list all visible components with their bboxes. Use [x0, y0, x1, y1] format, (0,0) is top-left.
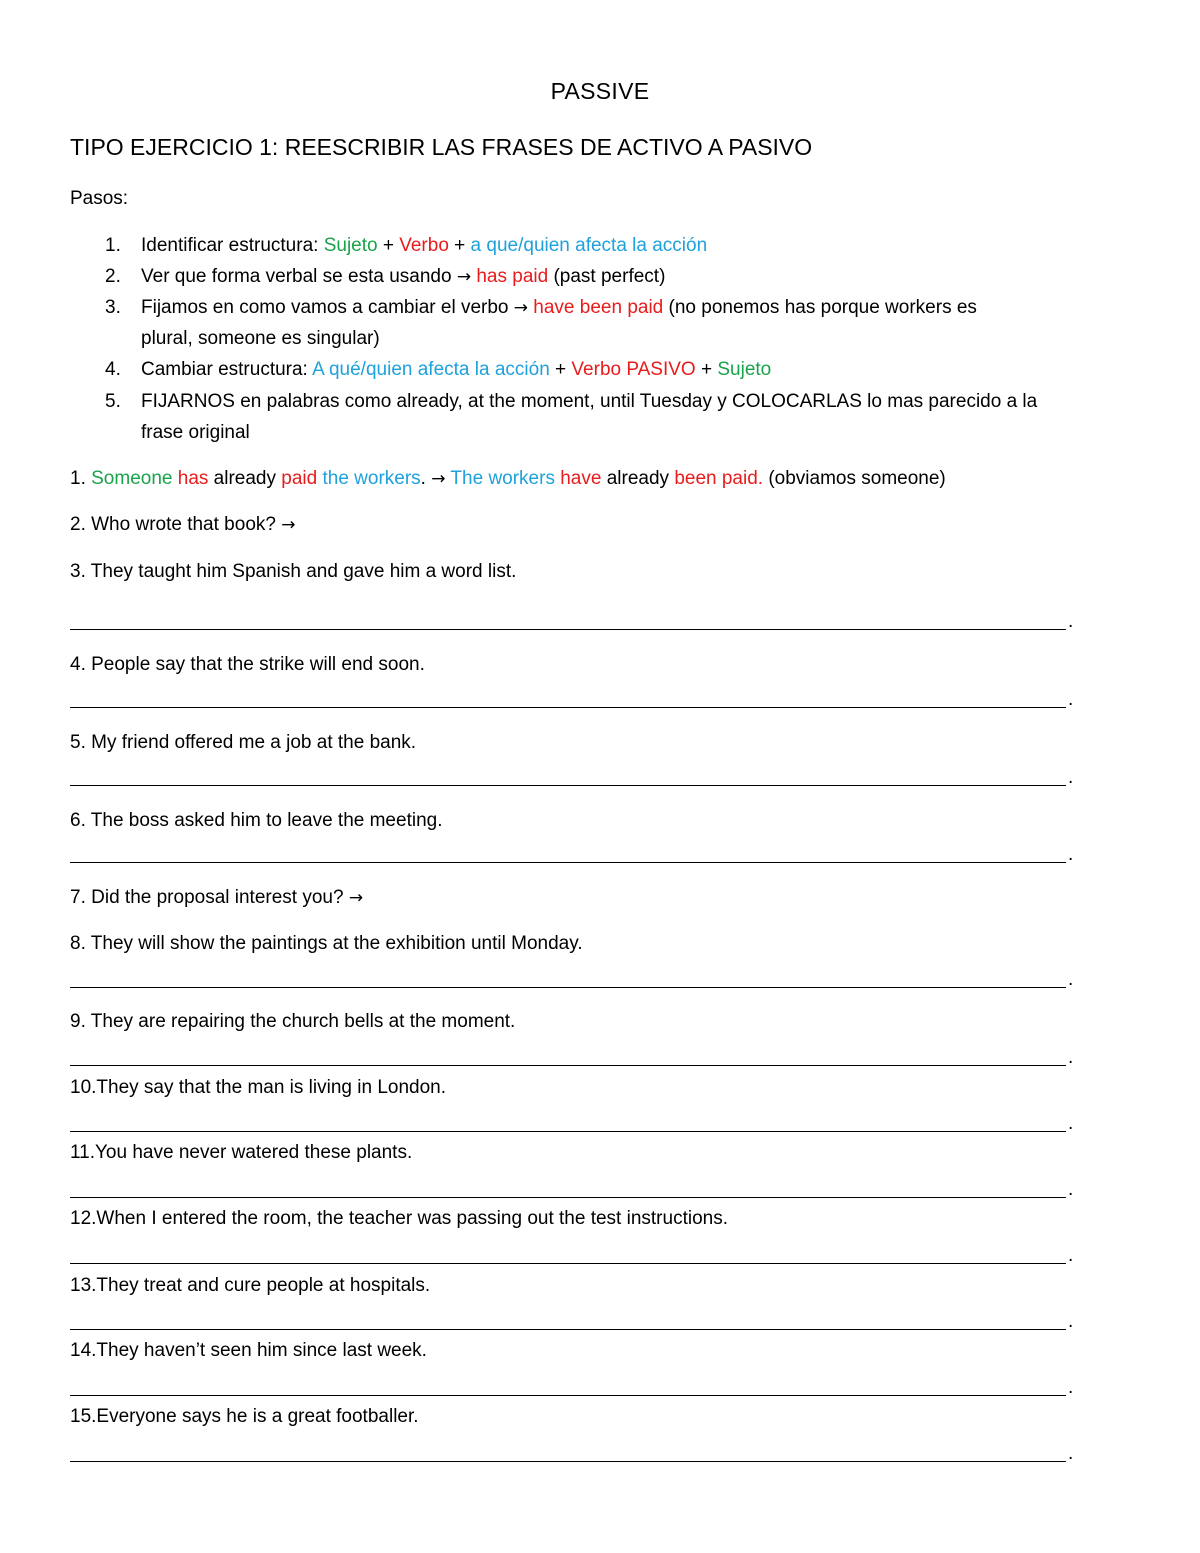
answer-line[interactable]	[70, 862, 1066, 863]
answer-period: .	[1068, 1377, 1074, 1398]
verb-label: Verbo	[399, 235, 449, 256]
exercise-item: 11.You have never watered these plants.	[70, 1142, 413, 1163]
answer-line[interactable]	[70, 1065, 1066, 1066]
answer-period: .	[1068, 767, 1074, 788]
answer-line[interactable]	[70, 1131, 1066, 1132]
answer-period: .	[1068, 1047, 1074, 1068]
exercise-item: 14.They haven’t seen him since last week.	[70, 1340, 427, 1361]
answer-period: .	[1068, 1245, 1074, 1266]
plus-sign: +	[549, 359, 572, 380]
example-text: (obviamos someone)	[763, 468, 946, 489]
exercise-item: 3. They taught him Spanish and gave him a word list.	[70, 561, 517, 582]
object-label: A qué/quien afecta la acción	[312, 359, 550, 380]
step-text: Fijamos en como vamos a cambiar el verbo	[141, 297, 514, 318]
step-text: Identificar estructura:	[141, 235, 324, 256]
step-3-continued: plural, someone es singular)	[141, 328, 380, 349]
answer-period: .	[1068, 1443, 1074, 1464]
exercise-item: 12.When I entered the room, the teacher was passing out the test instructions.	[70, 1208, 728, 1229]
answer-period: .	[1068, 689, 1074, 710]
answer-period: .	[1068, 1311, 1074, 1332]
right-arrow-icon: →	[513, 298, 529, 318]
exercise-item: 6. The boss asked him to leave the meeting.	[70, 810, 443, 831]
example-text: already	[601, 468, 675, 489]
object-label: a que/quien afecta la acción	[470, 235, 708, 256]
step-3	[141, 297, 977, 319]
plus-sign: +	[377, 235, 400, 256]
example-number: 1.	[70, 468, 92, 489]
step-number: 3.	[105, 297, 121, 318]
exercise-item: 8. They will show the paintings at the exhibition until Monday.	[70, 933, 583, 954]
step-4	[141, 359, 771, 381]
exercise-heading: TIPO EJERCICIO 1: REESCRIBIR LAS FRASES DE ACTIVO A PASIVO	[70, 134, 813, 160]
answer-line[interactable]	[70, 987, 1066, 988]
exercise-item: 9. They are repairing the church bells at the moment.	[70, 1011, 516, 1032]
subject-label: Sujeto	[323, 235, 378, 256]
step-number: 5.	[105, 391, 121, 412]
right-arrow-icon: →	[456, 267, 472, 287]
step-number: 2.	[105, 266, 121, 287]
exercise-item: 4. People say that the strike will end soon.	[70, 654, 425, 675]
exercise-item: 13.They treat and cure people at hospitals.	[70, 1275, 431, 1296]
verb-example: have been paid	[533, 297, 664, 318]
step-text: (past perfect)	[548, 266, 666, 287]
pasos-label: Pasos:	[70, 188, 129, 209]
step-5: FIJARNOS en palabras como already, at the moment, until Tuesday y COLOCARLAS lo mas parecido a la	[141, 391, 1038, 412]
step-text: Ver que forma verbal se esta usando	[141, 266, 457, 287]
exercise-item	[70, 514, 295, 536]
right-arrow-icon: →	[348, 888, 364, 908]
example-verb: paid	[281, 468, 318, 489]
verb-label: Verbo PASIVO	[571, 359, 696, 380]
example-object: the workers	[322, 468, 421, 489]
exercise-text: 2. Who wrote that book?	[70, 514, 282, 535]
step-number: 1.	[105, 235, 121, 256]
step-2	[141, 266, 665, 288]
subject-label: Sujeto	[717, 359, 772, 380]
answer-line[interactable]	[70, 785, 1066, 786]
example-verb: have	[560, 468, 602, 489]
exercise-item: 10.They say that the man is living in London.	[70, 1077, 447, 1098]
step-number: 4.	[105, 359, 121, 380]
answer-line[interactable]	[70, 1197, 1066, 1198]
right-arrow-icon: →	[281, 515, 296, 535]
step-1	[141, 235, 707, 257]
exercise-item	[70, 887, 363, 909]
example-object: The workers	[450, 468, 555, 489]
plus-sign: +	[448, 235, 471, 256]
plus-sign: +	[695, 359, 718, 380]
answer-period: .	[1068, 611, 1074, 632]
exercise-item: 5. My friend offered me a job at the bank.	[70, 732, 417, 753]
example-subject: Someone	[91, 468, 173, 489]
example-verb: has	[177, 468, 209, 489]
answer-period: .	[1068, 969, 1074, 990]
answer-line[interactable]	[70, 1395, 1066, 1396]
exercise-text: 7. Did the proposal interest you?	[70, 887, 349, 908]
exercise-item: 15.Everyone says he is a great footballer.	[70, 1406, 419, 1427]
answer-period: .	[1068, 1113, 1074, 1134]
step-text: Cambiar estructura:	[141, 359, 313, 380]
answer-period: .	[1068, 1179, 1074, 1200]
answer-line[interactable]	[70, 1263, 1066, 1264]
page-title: PASSIVE	[550, 78, 650, 104]
answer-line[interactable]	[70, 707, 1066, 708]
example-sentence	[70, 468, 946, 490]
answer-line[interactable]	[70, 629, 1066, 630]
step-5-continued: frase original	[141, 422, 250, 443]
answer-line[interactable]	[70, 1329, 1066, 1330]
example-text: already	[208, 468, 282, 489]
answer-period: .	[1068, 844, 1074, 865]
right-arrow-icon: →	[431, 469, 446, 489]
verb-example: has paid	[476, 266, 549, 287]
step-text: (no ponemos has porque workers es	[663, 297, 977, 318]
example-text: .	[420, 468, 432, 489]
example-verb: been paid.	[674, 468, 764, 489]
answer-line[interactable]	[70, 1461, 1066, 1462]
